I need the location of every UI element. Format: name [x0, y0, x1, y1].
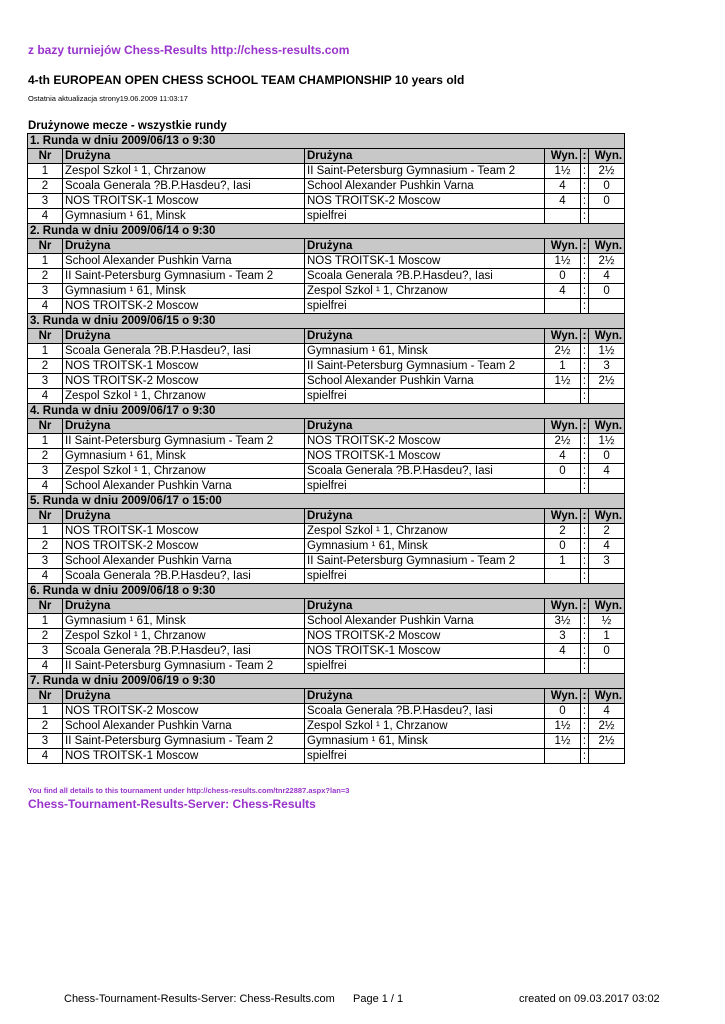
cell-team2: Zespol Szkol ¹ 1, Chrzanow [305, 719, 545, 734]
cell-team1: School Alexander Pushkin Varna [63, 554, 305, 569]
cell-team1: Gymnasium ¹ 61, Minsk [63, 284, 305, 299]
table-row [28, 359, 625, 374]
cell-sep: : [581, 479, 589, 494]
cell-res1 [545, 479, 581, 494]
cell-sep: : [581, 659, 589, 674]
cell-res1: 0 [545, 269, 581, 284]
cell-nr: 4 [28, 659, 63, 674]
cell-team2: II Saint-Petersburg Gymnasium - Team 2 [305, 554, 545, 569]
column-header-res2: Wyn. [589, 689, 625, 704]
cell-res2: 0 [589, 284, 625, 299]
cell-res2 [589, 569, 625, 584]
cell-team1: NOS TROITSK-2 Moscow [63, 704, 305, 719]
round-title: 7. Runda w dniu 2009/06/19 o 9:30 [28, 674, 625, 689]
cell-res1: 0 [545, 704, 581, 719]
column-header-nr: Nr [28, 329, 63, 344]
cell-sep: : [581, 464, 589, 479]
cell-res1 [545, 389, 581, 404]
table-row [28, 614, 625, 629]
cell-team1: Gymnasium ¹ 61, Minsk [63, 449, 305, 464]
cell-res2: 4 [589, 539, 625, 554]
table-row [28, 659, 625, 674]
column-header-nr: Nr [28, 689, 63, 704]
table-row [28, 719, 625, 734]
page-title: 4-th EUROPEAN OPEN CHESS SCHOOL TEAM CHAMPIONSHIP 10 years old [28, 73, 465, 87]
column-header-team2: Drużyna [305, 329, 545, 344]
cell-team1: School Alexander Pushkin Varna [63, 254, 305, 269]
cell-team1: NOS TROITSK-2 Moscow [63, 374, 305, 389]
cell-nr: 1 [28, 164, 63, 179]
cell-res1 [545, 299, 581, 314]
cell-sep: : [581, 194, 589, 209]
cell-res2: 4 [589, 269, 625, 284]
column-header-res1: Wyn. [545, 509, 581, 524]
table-row [28, 479, 625, 494]
table-row [28, 704, 625, 719]
round-title: 3. Runda w dniu 2009/06/15 o 9:30 [28, 314, 625, 329]
cell-res1: 4 [545, 284, 581, 299]
column-header-res2: Wyn. [589, 239, 625, 254]
footer-server: Chess-Tournament-Results-Server: Chess-Results.com [64, 993, 335, 1005]
cell-team1: Zespol Szkol ¹ 1, Chrzanow [63, 389, 305, 404]
cell-res2: 4 [589, 704, 625, 719]
column-header-team2: Drużyna [305, 419, 545, 434]
cell-team1: NOS TROITSK-1 Moscow [63, 749, 305, 764]
cell-res1: 3 [545, 629, 581, 644]
cell-res1: 0 [545, 464, 581, 479]
table-row [28, 539, 625, 554]
cell-res2: 2½ [589, 254, 625, 269]
round-header [28, 224, 625, 239]
round-header [28, 404, 625, 419]
cell-nr: 4 [28, 479, 63, 494]
table-row [28, 299, 625, 314]
column-header-nr: Nr [28, 149, 63, 164]
table-row [28, 464, 625, 479]
cell-sep: : [581, 359, 589, 374]
cell-sep: : [581, 629, 589, 644]
cell-team2: NOS TROITSK-2 Moscow [305, 629, 545, 644]
column-header-team1: Drużyna [63, 689, 305, 704]
cell-res2: 2½ [589, 374, 625, 389]
cell-team2: NOS TROITSK-1 Moscow [305, 644, 545, 659]
source-link[interactable]: z bazy turniejów Chess-Results http://chess-results.com [28, 43, 350, 57]
cell-res2: 1½ [589, 344, 625, 359]
cell-sep: : [581, 389, 589, 404]
column-header-team2: Drużyna [305, 689, 545, 704]
column-header-row [28, 509, 625, 524]
cell-sep: : [581, 434, 589, 449]
cell-nr: 3 [28, 734, 63, 749]
cell-team1: Gymnasium ¹ 61, Minsk [63, 209, 305, 224]
cell-nr: 1 [28, 254, 63, 269]
cell-team1: II Saint-Petersburg Gymnasium - Team 2 [63, 269, 305, 284]
footer-created: created on 09.03.2017 03:02 [519, 993, 660, 1005]
column-header-res2: Wyn. [589, 599, 625, 614]
cell-sep: : [581, 209, 589, 224]
cell-sep: : [581, 299, 589, 314]
cell-res2 [589, 749, 625, 764]
cell-nr: 2 [28, 449, 63, 464]
cell-team2: NOS TROITSK-2 Moscow [305, 194, 545, 209]
cell-nr: 3 [28, 284, 63, 299]
cell-sep: : [581, 344, 589, 359]
cell-team2: II Saint-Petersburg Gymnasium - Team 2 [305, 164, 545, 179]
table-row [28, 524, 625, 539]
cell-team2: spielfrei [305, 209, 545, 224]
cell-team2: spielfrei [305, 569, 545, 584]
round-title: 4. Runda w dniu 2009/06/17 o 9:30 [28, 404, 625, 419]
cell-team2: Scoala Generala ?B.P.Hasdeu?, Iasi [305, 704, 545, 719]
cell-res1: 1½ [545, 734, 581, 749]
table-row [28, 389, 625, 404]
column-header-sep: : [581, 689, 589, 704]
cell-team2: NOS TROITSK-1 Moscow [305, 449, 545, 464]
cell-nr: 4 [28, 389, 63, 404]
footer-page-number: Page 1 / 1 [353, 993, 404, 1005]
cell-nr: 4 [28, 209, 63, 224]
cell-res1: 1 [545, 554, 581, 569]
cell-nr: 4 [28, 299, 63, 314]
cell-sep: : [581, 719, 589, 734]
cell-nr: 1 [28, 434, 63, 449]
cell-team1: Scoala Generala ?B.P.Hasdeu?, Iasi [63, 344, 305, 359]
cell-team2: NOS TROITSK-1 Moscow [305, 254, 545, 269]
cell-nr: 3 [28, 194, 63, 209]
column-header-team2: Drużyna [305, 239, 545, 254]
cell-res1: 4 [545, 194, 581, 209]
table-row [28, 284, 625, 299]
cell-team2: II Saint-Petersburg Gymnasium - Team 2 [305, 359, 545, 374]
cell-team2: Scoala Generala ?B.P.Hasdeu?, Iasi [305, 269, 545, 284]
cell-team2: spielfrei [305, 479, 545, 494]
column-header-row [28, 419, 625, 434]
cell-team1: Scoala Generala ?B.P.Hasdeu?, Iasi [63, 179, 305, 194]
cell-res2: 2 [589, 524, 625, 539]
cell-nr: 3 [28, 644, 63, 659]
column-header-nr: Nr [28, 509, 63, 524]
cell-sep: : [581, 269, 589, 284]
table-row [28, 179, 625, 194]
cell-res2: 2½ [589, 719, 625, 734]
cell-res2: 0 [589, 194, 625, 209]
column-header-row [28, 689, 625, 704]
cell-nr: 2 [28, 719, 63, 734]
cell-res1 [545, 209, 581, 224]
cell-res2 [589, 209, 625, 224]
cell-res1 [545, 569, 581, 584]
table-row [28, 194, 625, 209]
cell-sep: : [581, 179, 589, 194]
cell-team1: Scoala Generala ?B.P.Hasdeu?, Iasi [63, 644, 305, 659]
cell-res1: 1½ [545, 719, 581, 734]
column-header-sep: : [581, 149, 589, 164]
column-header-sep: : [581, 239, 589, 254]
column-header-sep: : [581, 599, 589, 614]
column-header-sep: : [581, 419, 589, 434]
cell-team1: NOS TROITSK-2 Moscow [63, 539, 305, 554]
column-header-team2: Drużyna [305, 149, 545, 164]
cell-res2: 0 [589, 179, 625, 194]
cell-team2: Zespol Szkol ¹ 1, Chrzanow [305, 284, 545, 299]
cell-sep: : [581, 749, 589, 764]
column-header-nr: Nr [28, 419, 63, 434]
cell-team1: Scoala Generala ?B.P.Hasdeu?, Iasi [63, 569, 305, 584]
cell-res2: 3 [589, 554, 625, 569]
column-header-res1: Wyn. [545, 329, 581, 344]
column-header-res2: Wyn. [589, 509, 625, 524]
cell-team2: Zespol Szkol ¹ 1, Chrzanow [305, 524, 545, 539]
cell-sep: : [581, 704, 589, 719]
cell-team1: II Saint-Petersburg Gymnasium - Team 2 [63, 659, 305, 674]
column-header-row [28, 329, 625, 344]
cell-team2: School Alexander Pushkin Varna [305, 374, 545, 389]
column-header-res1: Wyn. [545, 419, 581, 434]
cell-sep: : [581, 554, 589, 569]
cell-res2: 3 [589, 359, 625, 374]
cell-res1: 3½ [545, 614, 581, 629]
cell-res2: ½ [589, 614, 625, 629]
cell-res1: 2 [545, 524, 581, 539]
cell-team2: spielfrei [305, 659, 545, 674]
column-header-nr: Nr [28, 239, 63, 254]
cell-team1: II Saint-Petersburg Gymnasium - Team 2 [63, 734, 305, 749]
column-header-res1: Wyn. [545, 239, 581, 254]
table-row [28, 644, 625, 659]
cell-team1: School Alexander Pushkin Varna [63, 719, 305, 734]
cell-res1: 4 [545, 644, 581, 659]
cell-res2: 0 [589, 449, 625, 464]
cell-nr: 4 [28, 749, 63, 764]
table-row [28, 629, 625, 644]
cell-nr: 3 [28, 554, 63, 569]
column-header-row [28, 149, 625, 164]
round-header [28, 584, 625, 599]
cell-team1: NOS TROITSK-2 Moscow [63, 299, 305, 314]
column-header-team2: Drużyna [305, 509, 545, 524]
cell-team1: Gymnasium ¹ 61, Minsk [63, 614, 305, 629]
cell-res1: 1½ [545, 254, 581, 269]
cell-team1: Zespol Szkol ¹ 1, Chrzanow [63, 464, 305, 479]
cell-sep: : [581, 569, 589, 584]
cell-nr: 1 [28, 524, 63, 539]
cell-team1: NOS TROITSK-1 Moscow [63, 194, 305, 209]
cell-nr: 4 [28, 569, 63, 584]
cell-res1: 2½ [545, 434, 581, 449]
cell-res1: 4 [545, 179, 581, 194]
table-row [28, 554, 625, 569]
column-header-team2: Drużyna [305, 599, 545, 614]
cell-sep: : [581, 644, 589, 659]
cell-nr: 1 [28, 344, 63, 359]
cell-res1: 4 [545, 449, 581, 464]
cell-nr: 3 [28, 374, 63, 389]
cell-res2 [589, 299, 625, 314]
cell-res2: 0 [589, 644, 625, 659]
cell-team1: Zespol Szkol ¹ 1, Chrzanow [63, 164, 305, 179]
cell-sep: : [581, 614, 589, 629]
table-row [28, 434, 625, 449]
cell-team2: Scoala Generala ?B.P.Hasdeu?, Iasi [305, 464, 545, 479]
table-row [28, 209, 625, 224]
column-header-nr: Nr [28, 599, 63, 614]
cell-team2: spielfrei [305, 299, 545, 314]
column-header-res1: Wyn. [545, 689, 581, 704]
cell-team2: Gymnasium ¹ 61, Minsk [305, 539, 545, 554]
cell-res2: 2½ [589, 734, 625, 749]
section-title: Drużynowe mecze - wszystkie rundy [28, 120, 227, 132]
round-header [28, 314, 625, 329]
cell-sep: : [581, 254, 589, 269]
cell-res2: 1 [589, 629, 625, 644]
column-header-row [28, 239, 625, 254]
round-title: 5. Runda w dniu 2009/06/17 o 15:00 [28, 494, 625, 509]
table-row [28, 449, 625, 464]
cell-team1: School Alexander Pushkin Varna [63, 479, 305, 494]
rounds-table [27, 133, 625, 764]
cell-res1: 1½ [545, 164, 581, 179]
cell-team2: School Alexander Pushkin Varna [305, 614, 545, 629]
cell-team1: II Saint-Petersburg Gymnasium - Team 2 [63, 434, 305, 449]
column-header-team1: Drużyna [63, 149, 305, 164]
column-header-team1: Drużyna [63, 329, 305, 344]
table-row [28, 254, 625, 269]
cell-nr: 1 [28, 614, 63, 629]
table-row [28, 344, 625, 359]
last-updated: Ostatnia aktualizacja strony19.06.2009 11:03:17 [28, 94, 188, 103]
column-header-team1: Drużyna [63, 509, 305, 524]
cell-team1: NOS TROITSK-1 Moscow [63, 359, 305, 374]
cell-res1: 0 [545, 539, 581, 554]
details-link[interactable]: You find all details to this tournament under http://chess-results.com/tnr22887.aspx?lan=3 [28, 786, 350, 795]
cell-res2: 4 [589, 464, 625, 479]
cell-nr: 2 [28, 179, 63, 194]
column-header-team1: Drużyna [63, 599, 305, 614]
round-header [28, 674, 625, 689]
cell-nr: 2 [28, 539, 63, 554]
cell-res2 [589, 479, 625, 494]
round-title: 6. Runda w dniu 2009/06/18 o 9:30 [28, 584, 625, 599]
round-title: 2. Runda w dniu 2009/06/14 o 9:30 [28, 224, 625, 239]
cell-res1: 2½ [545, 344, 581, 359]
cell-res2: 1½ [589, 434, 625, 449]
cell-res1 [545, 659, 581, 674]
column-header-row [28, 599, 625, 614]
cell-team2: spielfrei [305, 389, 545, 404]
cell-res1: 1½ [545, 374, 581, 389]
table-row [28, 269, 625, 284]
table-row [28, 164, 625, 179]
column-header-res1: Wyn. [545, 149, 581, 164]
cell-sep: : [581, 374, 589, 389]
server-link[interactable]: Chess-Tournament-Results-Server: Chess-Results [28, 797, 316, 811]
column-header-res2: Wyn. [589, 329, 625, 344]
round-title: 1. Runda w dniu 2009/06/13 o 9:30 [28, 134, 625, 149]
column-header-sep: : [581, 329, 589, 344]
cell-sep: : [581, 734, 589, 749]
round-header [28, 494, 625, 509]
cell-nr: 1 [28, 704, 63, 719]
cell-sep: : [581, 449, 589, 464]
cell-res1 [545, 749, 581, 764]
cell-res1: 1 [545, 359, 581, 374]
cell-team2: spielfrei [305, 749, 545, 764]
column-header-team1: Drużyna [63, 419, 305, 434]
cell-nr: 2 [28, 629, 63, 644]
table-row [28, 749, 625, 764]
cell-team1: NOS TROITSK-1 Moscow [63, 524, 305, 539]
round-header [28, 134, 625, 149]
cell-team2: Gymnasium ¹ 61, Minsk [305, 734, 545, 749]
cell-sep: : [581, 164, 589, 179]
column-header-team1: Drużyna [63, 239, 305, 254]
column-header-res2: Wyn. [589, 419, 625, 434]
table-row [28, 569, 625, 584]
column-header-res2: Wyn. [589, 149, 625, 164]
cell-sep: : [581, 539, 589, 554]
cell-sep: : [581, 284, 589, 299]
cell-nr: 2 [28, 359, 63, 374]
table-row [28, 734, 625, 749]
cell-nr: 3 [28, 464, 63, 479]
cell-team1: Zespol Szkol ¹ 1, Chrzanow [63, 629, 305, 644]
cell-team2: NOS TROITSK-2 Moscow [305, 434, 545, 449]
cell-nr: 2 [28, 269, 63, 284]
cell-res2 [589, 659, 625, 674]
column-header-sep: : [581, 509, 589, 524]
cell-team2: Gymnasium ¹ 61, Minsk [305, 344, 545, 359]
cell-res2 [589, 389, 625, 404]
cell-res2: 2½ [589, 164, 625, 179]
table-row [28, 374, 625, 389]
cell-team2: School Alexander Pushkin Varna [305, 179, 545, 194]
column-header-res1: Wyn. [545, 599, 581, 614]
cell-sep: : [581, 524, 589, 539]
